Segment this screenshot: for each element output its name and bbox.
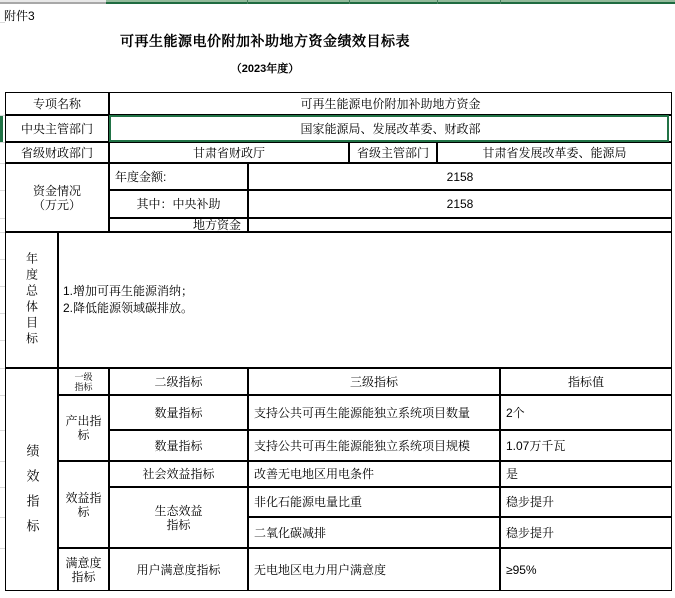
page-title: 可再生能源电价附加补助地方资金绩效目标表	[120, 33, 410, 49]
cell-annual-goal-label[interactable]: 年度总体目标	[5, 232, 58, 368]
cell-row5-level2[interactable]: 用户满意度指标	[109, 548, 248, 591]
cell-row2-level3[interactable]: 改善无电地区用电条件	[248, 461, 500, 487]
attachment-label: 附件3	[4, 9, 35, 23]
cell-header-value[interactable]: 指标值	[500, 368, 672, 395]
cell-row5-value[interactable]: ≥95%	[500, 548, 672, 591]
cell-central-dept-value[interactable]: 国家能源局、发展改革委、财政部	[109, 115, 672, 142]
cell-row0-level2[interactable]: 数量指标	[109, 395, 248, 430]
cell-provincial-finance-label[interactable]: 省级财政部门	[5, 142, 109, 163]
cell-performance-label[interactable]: 绩效指标	[5, 368, 58, 591]
cell-row1-value[interactable]: 1.07万千瓦	[500, 430, 672, 461]
cell-row1-level2[interactable]: 数量指标	[109, 430, 248, 461]
cell-eco-benefit-label[interactable]: 生态效益 指标	[109, 487, 248, 548]
page-subtitle: （2023年度）	[230, 63, 300, 75]
cell-group-output[interactable]: 产出指 标	[58, 395, 109, 461]
cell-funding-label[interactable]: 资金情况 （万元）	[5, 163, 109, 232]
cell-local-funds-value[interactable]	[248, 218, 672, 232]
column-separator-tick	[349, 0, 350, 4]
cell-row4-level3[interactable]: 二氧化碳减排	[248, 517, 500, 548]
column-separator-tick	[500, 0, 501, 4]
cell-annual-amount-value[interactable]: 2158	[248, 163, 672, 190]
cell-annual-goal-content[interactable]: 1.增加可再生能源消纳； 2.降低能源领域碳排放。	[58, 232, 672, 368]
cell-central-subsidy-value[interactable]: 2158	[248, 190, 672, 218]
cell-row5-level3[interactable]: 无电地区电力用户满意度	[248, 548, 500, 591]
column-header-selected[interactable]	[106, 0, 675, 4]
cell-group-satisfaction[interactable]: 满意度 指标	[58, 548, 109, 591]
cell-provincial-dept-label[interactable]: 省级主管部门	[349, 142, 437, 163]
cell-project-name-value[interactable]: 可再生能源电价附加补助地方资金	[109, 92, 672, 115]
cell-row2-level2[interactable]: 社会效益指标	[109, 461, 248, 487]
cell-header-level1[interactable]: 一级 指标	[58, 368, 109, 395]
excel-selection-border	[109, 115, 669, 142]
cell-central-dept-label[interactable]: 中央主管部门	[5, 115, 109, 142]
cell-provincial-finance-value[interactable]: 甘肃省财政厅	[109, 142, 349, 163]
cell-row4-value[interactable]: 稳步提升	[500, 517, 672, 548]
row-header-selection-stub	[0, 115, 3, 142]
cell-header-level3[interactable]: 三级指标	[248, 368, 500, 395]
cell-row1-level3[interactable]: 支持公共可再生能源能独立系统项目规模	[248, 430, 500, 461]
column-header-unselected[interactable]	[0, 0, 106, 4]
cell-row3-value[interactable]: 稳步提升	[500, 487, 672, 517]
cell-row2-value[interactable]: 是	[500, 461, 672, 487]
cell-central-subsidy-label[interactable]: 其中：中央补助	[109, 190, 248, 218]
column-separator-tick	[247, 0, 248, 4]
cell-header-level2[interactable]: 二级指标	[109, 368, 248, 395]
cell-group-benefit[interactable]: 效益指 标	[58, 461, 109, 548]
cell-row0-value[interactable]: 2个	[500, 395, 672, 430]
cell-annual-amount-label[interactable]: 年度金额:	[109, 163, 248, 190]
cell-provincial-dept-value[interactable]: 甘肃省发展改革委、能源局	[437, 142, 672, 163]
cell-row0-level3[interactable]: 支持公共可再生能源能独立系统项目数量	[248, 395, 500, 430]
cell-project-name-label[interactable]: 专项名称	[5, 92, 109, 115]
column-separator-tick	[437, 0, 438, 4]
cell-row3-level3[interactable]: 非化石能源电量比重	[248, 487, 500, 517]
cell-local-funds-label[interactable]: 地方资金	[109, 218, 248, 232]
